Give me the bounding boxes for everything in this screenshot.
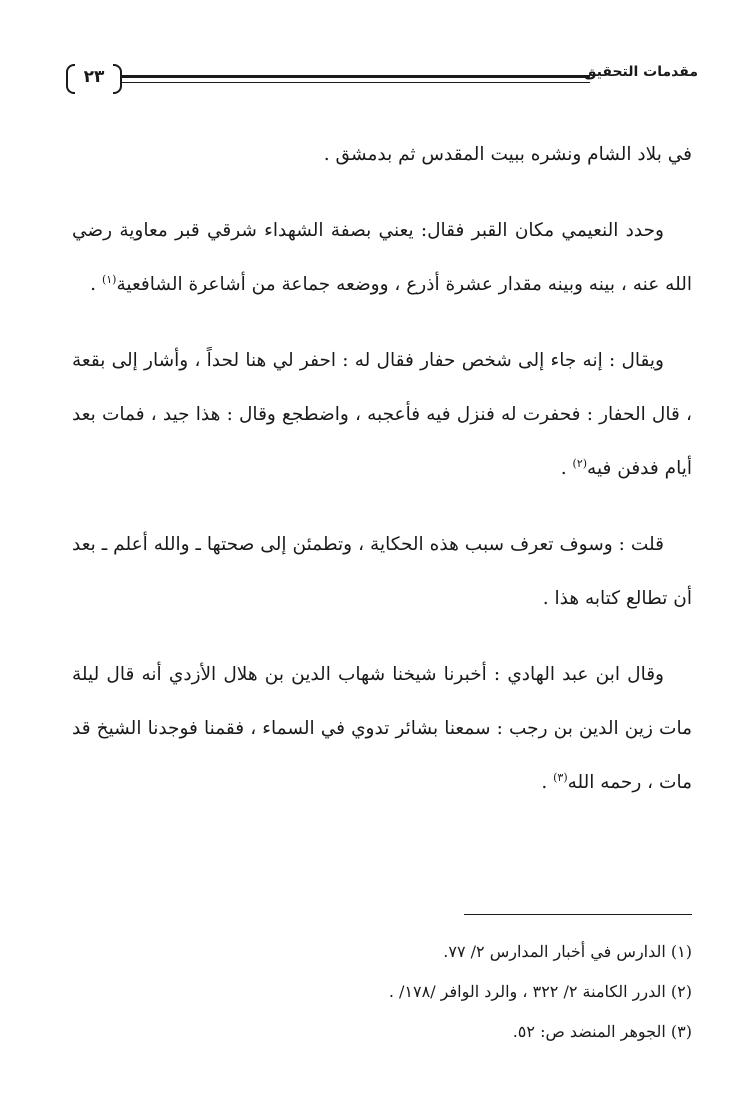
- footnote-1: (١) الدارس في أخبار المدارس ٢/ ٧٧.: [443, 942, 692, 961]
- paragraph-3-text: ويقال : إنه جاء إلى شخص حفار فقال له : احفر لي هنا لحداً ، وأشار إلى بقعة ، قال الحفار : فحفرت له فنزل فيه فأعجبه ، واضطجع وقال : هذا جيد ، فمات بعد أيام فدفن فيه: [72, 350, 692, 479]
- header-rule: [122, 75, 590, 78]
- paragraph-2-text: وحدد النعيمي مكان القبر فقال: يعني بصفة الشهداء شرقي قبر معاوية رضي الله عنه ، بينه وبينه مقدار عشرة أذرع ، ووضعه جماعة من أشاعرة الشافعية: [72, 220, 692, 295]
- paragraph-5-text: وقال ابن عبد الهادي : أخبرنا شيخنا شهاب الدين بن هلال الأزدي أنه قال ليلة مات زين الدين بن رجب : سمعنا بشائر تدوي في السماء ، فقمنا فوجدنا الشيخ قد مات ، رحمه الله: [72, 664, 692, 793]
- paragraph-4: [72, 518, 692, 626]
- paragraph-3: [72, 334, 692, 496]
- paragraph-2-tail: .: [90, 274, 97, 295]
- paragraph-1: [72, 128, 692, 182]
- footnote-ref-1[interactable]: (١): [101, 272, 117, 286]
- paragraph-5-tail: .: [541, 772, 548, 793]
- page-number: ٢٣: [66, 62, 122, 92]
- paragraph-2: [72, 204, 692, 312]
- footnote-separator: [464, 914, 692, 915]
- footnotes: [72, 932, 692, 1052]
- paragraph-1-text: في بلاد الشام ونشره ببيت المقدس ثم بدمشق .: [323, 144, 692, 165]
- footnote-ref-3[interactable]: (٣): [553, 770, 568, 784]
- footnote-3: (٣) الجوهر المنضد ص: ٥٢.: [512, 1022, 692, 1041]
- running-header: [66, 62, 698, 96]
- footnote-2: (٢) الدرر الكامنة ٢/ ٣٢٢ ، والرد الوافر /١٧٨/ .: [388, 982, 692, 1001]
- main-text: [72, 128, 692, 832]
- paragraph-5: [72, 648, 692, 810]
- paragraph-4-text: قلت : وسوف تعرف سبب هذه الحكاية ، وتطمئن إلى صحتها ـ والله أعلم ـ بعد أن تطالع كتابه هذا .: [72, 534, 692, 609]
- footnote-ref-2[interactable]: (٢): [572, 456, 588, 470]
- paragraph-3-tail: .: [560, 458, 567, 479]
- running-title: مقدمات التحقيق: [584, 64, 698, 80]
